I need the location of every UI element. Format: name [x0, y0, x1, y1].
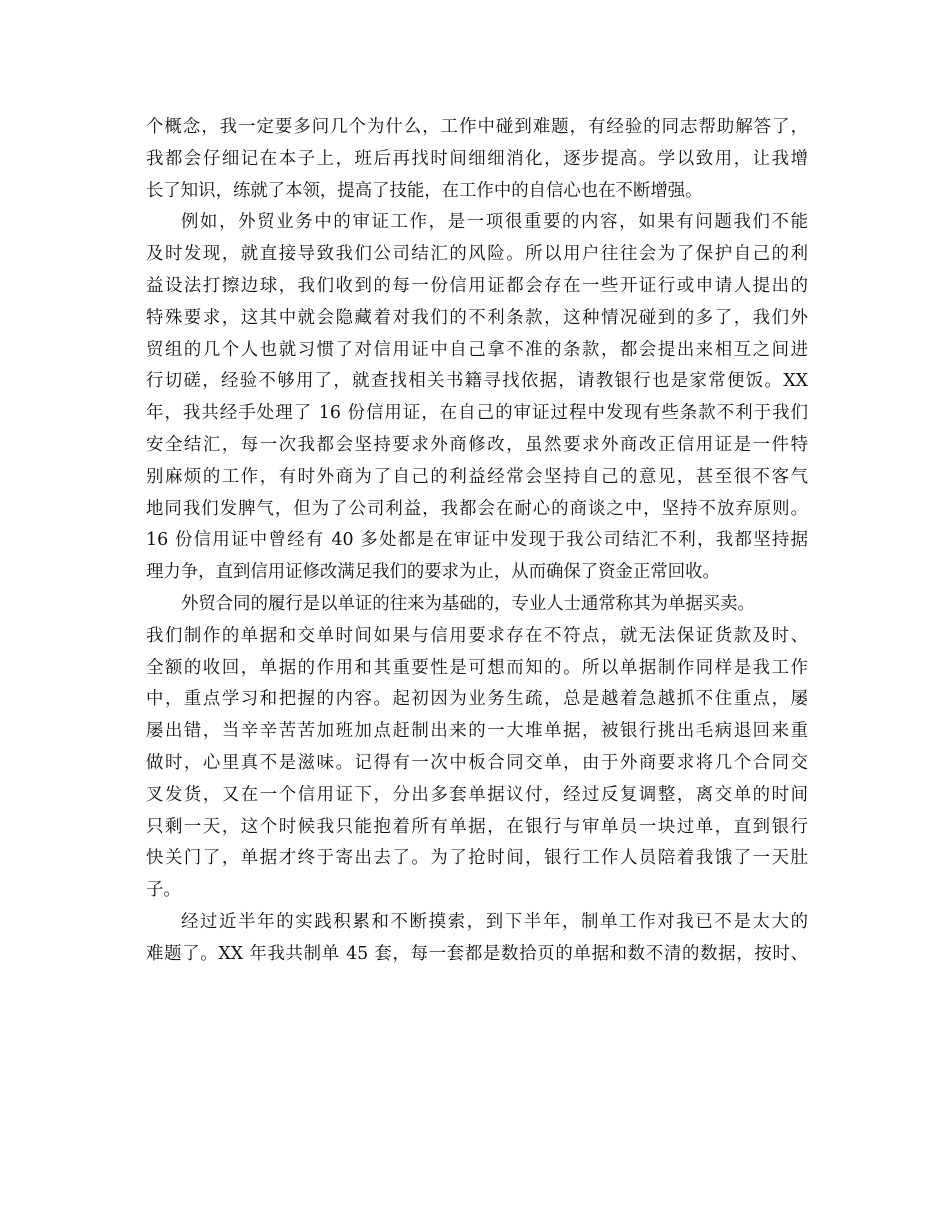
text-line: 叉发货，又在一个信用证下，分出多套单据议付，经过反复调整，离交单的时间 — [146, 784, 808, 805]
text-line: 只剩一天，这个时候我只能抱着所有单据，在银行与审单员一块过单，直到银行 — [146, 816, 808, 837]
body-text — [146, 112, 808, 971]
text-line: 我们制作的单据和交单时间如果与信用要求存在不符点，就无法保证货款及时、 — [146, 625, 808, 646]
text-line: 地同我们发脾气，但为了公司利益，我都会在耐心的商谈之中，坚持不放弃原则。 — [146, 498, 808, 519]
text-line: 及时发现，就直接导致我们公司结汇的风险。所以用户往往会为了保护自己的利 — [146, 244, 808, 265]
paragraph-first-line: 例如，外贸业务中的审证工作，是一项很重要的内容，如果有问题我们不能 — [181, 212, 808, 233]
text-line: 难题了。XX 年我共制单 45 套，每一套都是数拾页的单据和数不清的数据，按时、 — [146, 943, 808, 964]
text-line: 全额的收回，单据的作用和其重要性是可想而知的。所以单据制作同样是我工作 — [146, 657, 808, 678]
text-line: 行切磋，经验不够用了，就查找相关书籍寻找依据，请教银行也是家常便饭。XX — [146, 371, 808, 392]
text-line: 别麻烦的工作，有时外商为了自己的利益经常会坚持自己的意见，甚至很不客气 — [146, 466, 808, 487]
paragraph-first-line: 经过近半年的实践积累和不断摸索，到下半年，制单工作对我已不是太大的 — [181, 911, 808, 932]
text-line: 子。 — [146, 880, 181, 901]
text-line: 理力争，直到信用证修改满足我们的要求为止，从而确保了资金正常回收。 — [146, 562, 720, 583]
text-line: 安全结汇，每一次我都会坚持要求外商修改，虽然要求外商改正信用证是一件特 — [146, 434, 808, 455]
text-line: 长了知识，练就了本领，提高了技能，在工作中的自信心也在不断增强。 — [146, 180, 703, 201]
text-line: 快关门了，单据才终于寄出去了。为了抢时间，银行工作人员陪着我饿了一天肚 — [146, 848, 808, 869]
text-line: 屡出错，当辛辛苦苦加班加点赶制出来的一大堆单据，被银行挑出毛病退回来重 — [146, 721, 808, 742]
text-line: 个概念，我一定要多问几个为什么，工作中碰到难题，有经验的同志帮助解答了， — [146, 117, 808, 137]
text-line: 16 份信用证中曾经有 40 多处都是在审证中发现于我公司结汇不利，我都坚持据 — [146, 530, 808, 551]
text-line: 我都会仔细记在本子上，班后再找时间细细消化，逐步提高。学以致用，让我增 — [146, 148, 808, 169]
text-line: 特殊要求，这其中就会隐藏着对我们的不利条款，这种情况碰到的多了，我们外 — [146, 307, 808, 328]
paragraph-first-line: 外贸合同的履行是以单证的往来为基础的，专业人士通常称其为单据买卖。 — [181, 593, 755, 614]
text-line: 益设法打擦边球，我们收到的每一份信用证都会存在一些开证行或申请人提出的 — [146, 275, 808, 296]
text-line: 中，重点学习和把握的内容。起初因为业务生疏，总是越着急越抓不住重点，屡 — [146, 689, 808, 710]
text-line: 贸组的几个人也就习惯了对信用证中自己拿不准的条款，都会提出来相互之间进 — [146, 339, 808, 360]
text-line: 做时，心里真不是滋味。记得有一次中板合同交单，由于外商要求将几个合同交 — [146, 752, 808, 773]
text-line: 年，我共经手处理了 16 份信用证，在自己的审证过程中发现有些条款不利于我们 — [146, 403, 808, 424]
